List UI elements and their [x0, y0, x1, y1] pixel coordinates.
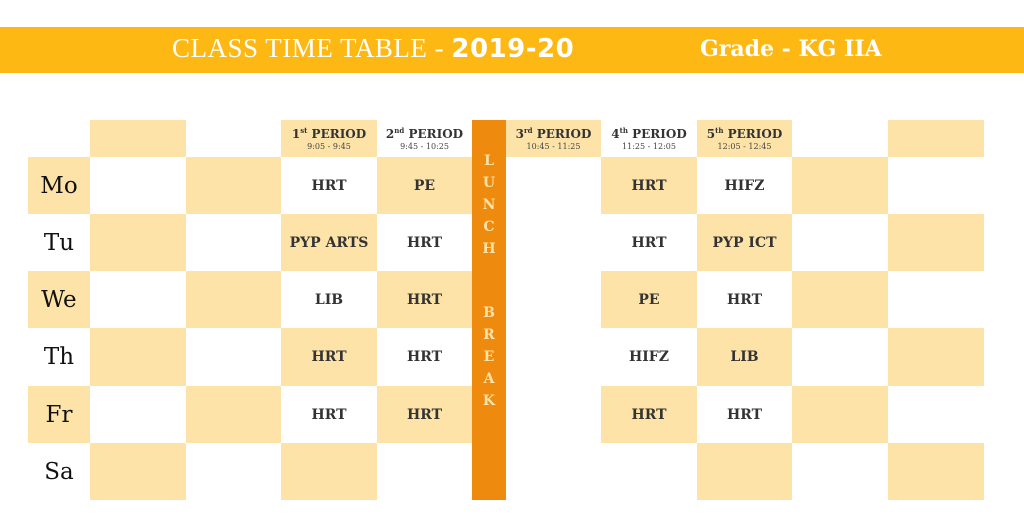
- subject-cell: HRT: [377, 271, 472, 328]
- period-number: 3: [515, 127, 524, 141]
- period-word: PERIOD: [307, 127, 367, 141]
- filler-cell: [90, 157, 186, 214]
- filler-cell: [90, 271, 186, 328]
- period-time: 10:45 - 11:25: [526, 142, 581, 151]
- subject-cell: [601, 443, 697, 500]
- period-time: 12:05 - 12:45: [717, 142, 772, 151]
- subject-cell: HRT: [281, 328, 377, 386]
- filler-cell: [90, 214, 186, 271]
- subject-cell: HIFZ: [601, 328, 697, 386]
- academic-year: 2019-20: [451, 34, 575, 64]
- filler-cell: [792, 157, 888, 214]
- period-number: 1: [291, 127, 301, 141]
- period-word: PERIOD: [404, 127, 464, 141]
- period-header: [697, 120, 792, 157]
- filler-cell: [792, 328, 888, 386]
- filler-cell: [792, 214, 888, 271]
- subject-cell: PE: [377, 157, 472, 214]
- period-time: 9:05 - 9:45: [307, 142, 351, 151]
- page-title: [172, 33, 574, 64]
- period-header: [506, 120, 601, 157]
- subject-cell: PYP ARTS: [281, 214, 377, 271]
- day-label: Mo: [28, 157, 90, 214]
- filler-cell: [186, 443, 281, 500]
- grade-label: Grade - KG IIA: [700, 36, 882, 62]
- period-label: [386, 126, 463, 141]
- day-label: Fr: [28, 386, 90, 443]
- subject-cell: HRT: [601, 157, 697, 214]
- subject-cell: PYP ICT: [697, 214, 792, 271]
- subject-cell: HRT: [281, 157, 377, 214]
- break-letter: K: [482, 393, 496, 409]
- subject-cell: LIB: [281, 271, 377, 328]
- break-letter: R: [483, 327, 495, 343]
- subject-cell: HIFZ: [697, 157, 792, 214]
- subject-cell: HRT: [697, 386, 792, 443]
- filler-cell: [186, 157, 281, 214]
- period-number: 5: [706, 127, 716, 141]
- lunch-letter: N: [482, 197, 496, 213]
- filler-cell: [186, 271, 281, 328]
- subject-cell: [377, 443, 472, 500]
- day-label: Sa: [28, 443, 90, 500]
- lunch-letter: C: [483, 219, 495, 235]
- subject-cell: HRT: [377, 328, 472, 386]
- period-word: PERIOD: [723, 127, 783, 141]
- period-ordinal: nd: [394, 126, 405, 135]
- filler-cell: [888, 271, 984, 328]
- period-ordinal: rd: [523, 126, 533, 135]
- period-time: 11:25 - 12:05: [622, 142, 676, 151]
- filler-cell: [186, 386, 281, 443]
- break-letter: E: [483, 349, 495, 365]
- period-header: [377, 120, 472, 157]
- header-filler-cell: [792, 120, 888, 157]
- period-ordinal: th: [619, 126, 628, 135]
- filler-cell: [90, 386, 186, 443]
- lunch-break-bar: [472, 120, 506, 500]
- title-text: CLASS TIME TABLE -: [172, 33, 452, 63]
- period-ordinal: st: [300, 126, 308, 135]
- filler-cell: [186, 214, 281, 271]
- period-label: [292, 126, 366, 141]
- lunch-letter: H: [482, 241, 496, 257]
- lunch-letter: U: [482, 175, 496, 191]
- lunch-letter: L: [484, 153, 494, 169]
- filler-cell: [186, 328, 281, 386]
- filler-cell: [90, 328, 186, 386]
- period-header: [601, 120, 697, 157]
- subject-cell: HRT: [377, 386, 472, 443]
- filler-cell: [888, 157, 984, 214]
- break-letter: A: [483, 371, 495, 387]
- filler-cell: [792, 271, 888, 328]
- subject-cell: [697, 443, 792, 500]
- filler-cell: [792, 443, 888, 500]
- header-filler-cell: [90, 120, 186, 157]
- break-letter: B: [483, 305, 495, 321]
- subject-cell: HRT: [377, 214, 472, 271]
- period-word: PERIOD: [627, 127, 687, 141]
- filler-cell: [888, 443, 984, 500]
- period-word: PERIOD: [532, 127, 592, 141]
- subject-cell: LIB: [697, 328, 792, 386]
- subject-cell: HRT: [601, 214, 697, 271]
- header-filler-cell: [888, 120, 984, 157]
- period-number: 2: [385, 127, 395, 141]
- period-label: [707, 126, 782, 141]
- filler-cell: [90, 443, 186, 500]
- filler-cell: [888, 328, 984, 386]
- period-label: [516, 126, 592, 141]
- day-label: Tu: [28, 214, 90, 271]
- subject-cell: HRT: [601, 386, 697, 443]
- period-number: 4: [611, 127, 620, 141]
- day-label: Th: [28, 328, 90, 386]
- subject-cell: PE: [601, 271, 697, 328]
- period-time: 9:45 - 10:25: [400, 142, 449, 151]
- day-label: We: [28, 271, 90, 328]
- subject-cell: [281, 443, 377, 500]
- filler-cell: [792, 386, 888, 443]
- subject-cell: HRT: [697, 271, 792, 328]
- filler-cell: [888, 214, 984, 271]
- header-banner: [0, 27, 1024, 73]
- period-header: [281, 120, 377, 157]
- subject-cell: HRT: [281, 386, 377, 443]
- period-label: [611, 126, 686, 141]
- period-ordinal: th: [715, 126, 724, 135]
- header-filler-cell: [186, 120, 281, 157]
- filler-cell: [888, 386, 984, 443]
